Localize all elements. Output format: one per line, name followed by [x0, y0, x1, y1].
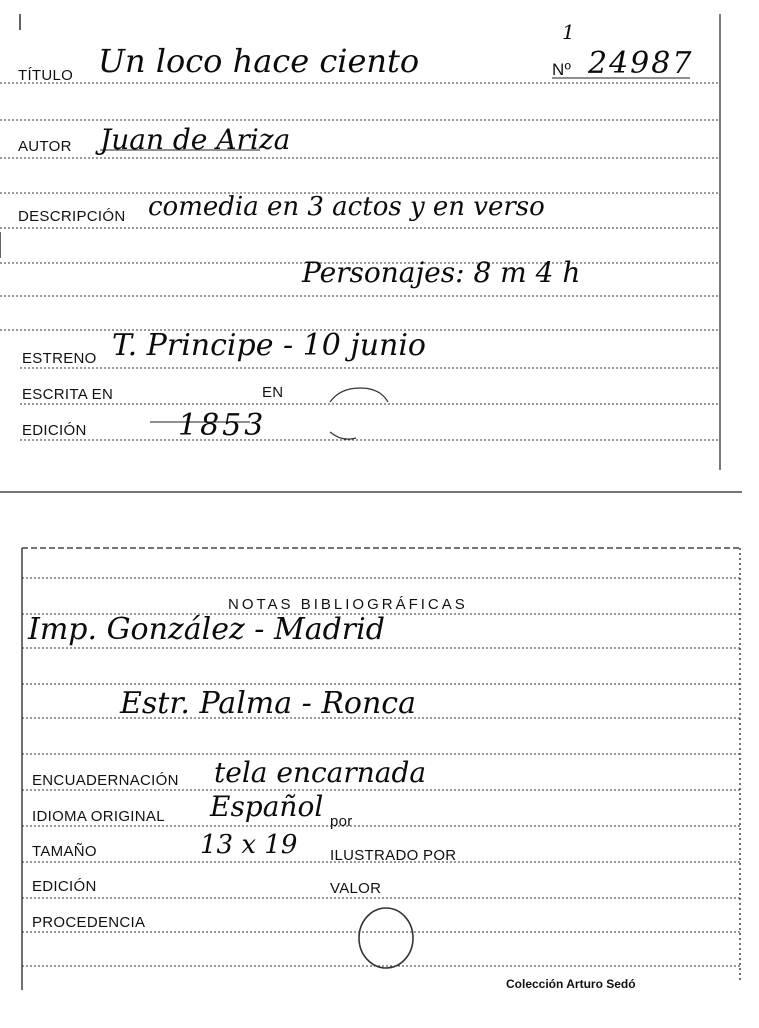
card1-punch-hole-arc — [330, 388, 388, 402]
idioma-label: IDIOMA ORIGINAL — [32, 808, 165, 825]
titulo-value: Un loco hace ciento — [98, 42, 420, 80]
card-number-mark: 1 — [562, 20, 575, 44]
numero-label: Nº — [552, 60, 572, 79]
autor-label: AUTOR — [18, 138, 72, 155]
autor-value: Juan de Ariza — [100, 123, 291, 156]
collection-footer: Colección Arturo Sedó — [506, 977, 636, 991]
procedencia-label: PROCEDENCIA — [32, 914, 146, 931]
numero-value: 24987 — [588, 46, 694, 81]
encuadernacion-value: tela encarnada — [214, 756, 427, 789]
estreno-value: T. Principe - 10 junio — [112, 328, 426, 363]
edicion-value: 1853 — [178, 408, 267, 443]
tamano-value: 13 x 19 — [200, 830, 298, 860]
edicion2-label: EDICIÓN — [32, 878, 97, 895]
valor-label: VALOR — [330, 880, 382, 897]
note-line-2: Estr. Palma - Ronca — [120, 686, 416, 721]
tamano-label: TAMAÑO — [32, 843, 97, 860]
por-label: por — [330, 813, 353, 830]
escrita-en-en-label: EN — [262, 384, 284, 401]
ilustrado-label: ILUSTRADO POR — [330, 847, 457, 864]
notas-heading: NOTAS BIBLIOGRÁFICAS — [228, 596, 468, 613]
card2-punch-hole — [359, 908, 413, 968]
descripcion-value: comedia en 3 actos y en verso — [148, 192, 545, 222]
descripcion-label: DESCRIPCIÓN — [18, 208, 126, 225]
descripcion-extra: Personajes: 8 m 4 h — [302, 256, 581, 289]
titulo-label: TÍTULO — [18, 67, 74, 84]
idioma-value: Español — [210, 790, 324, 823]
encuadernacion-label: ENCUADERNACIÓN — [32, 772, 179, 789]
estreno-label: ESTRENO — [22, 350, 97, 367]
note-line-1: Imp. González - Madrid — [28, 612, 385, 647]
edicion-label: EDICIÓN — [22, 422, 87, 439]
card1-punch-hole-tail — [330, 432, 356, 439]
escrita-en-label: ESCRITA EN — [22, 386, 114, 403]
